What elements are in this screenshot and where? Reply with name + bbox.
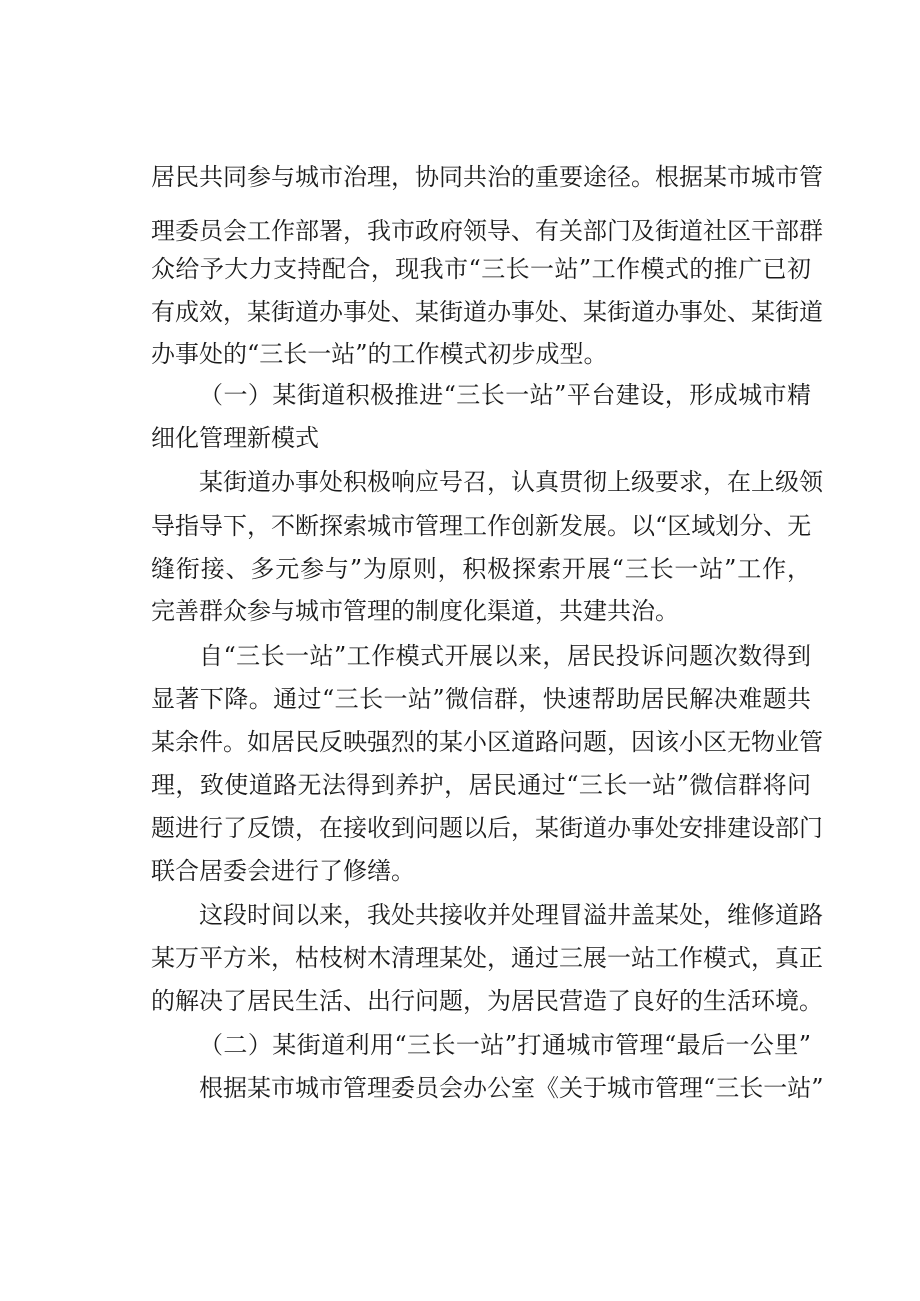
paragraph-line: 导指导下，不断探索城市管理工作创新发展。以“区域划分、无	[151, 512, 812, 540]
paragraph-line: 根据某市城市管理委员会办公室《关于城市管理“三长一站”	[199, 1074, 824, 1102]
paragraph-line: 理委员会工作部署，我市政府领导、有关部门及街道社区干部群	[151, 217, 823, 245]
paragraph-line: 自“三长一站”工作模式开展以来，居民投诉问题次数得到	[199, 642, 811, 670]
paragraph-line: 某街道办事处积极响应号召，认真贯彻上级要求，在上级领	[199, 468, 823, 496]
paragraph-line: 办事处的“三长一站”的工作模式初步成型。	[151, 340, 608, 368]
paragraph-line: 居民共同参与城市治理，协同共治的重要途径。根据某市城市管	[151, 163, 823, 191]
paragraph-line: 有成效，某街道办事处、某街道办事处、某街道办事处、某街道	[151, 298, 823, 326]
paragraph-line: 众给予大力支持配合，现我市“三长一站”工作模式的推广已初	[151, 255, 811, 283]
paragraph-line: 完善群众参与城市管理的制度化渠道，共建共治。	[151, 597, 679, 625]
paragraph-line: 显著下降。通过“三长一站”微信群，快速帮助居民解决难题共	[151, 685, 811, 713]
paragraph-line: 联合居委会进行了修缮。	[151, 857, 415, 885]
section-heading-2: （二）某街道利用“三长一站”打通城市管理“最后一公里”	[199, 1031, 811, 1059]
section-heading-1-cont: 细化管理新模式	[151, 424, 319, 452]
paragraph-line: 某万平方米，枯枝树木清理某处，通过三展一站工作模式，真正	[151, 944, 823, 972]
paragraph-line: 这段时间以来，我处共接收并处理冒溢井盖某处，维修道路	[199, 901, 823, 929]
paragraph-line: 题进行了反馈，在接收到问题以后，某街道办事处安排建设部门	[151, 814, 823, 842]
section-heading-1: （一）某街道积极推进“三长一站”平台建设，形成城市精	[199, 381, 811, 409]
paragraph-line: 的解决了居民生活、出行问题，为居民营造了良好的生活环境。	[151, 987, 823, 1015]
paragraph-line: 理，致使道路无法得到养护，居民通过“三长一站”微信群将问	[151, 771, 811, 799]
paragraph-line: 缝衔接、多元参与”为原则，积极探索开展“三长一站”工作，	[151, 555, 811, 583]
paragraph-line: 某余件。如居民反映强烈的某小区道路问题，因该小区无物业管	[151, 728, 823, 756]
